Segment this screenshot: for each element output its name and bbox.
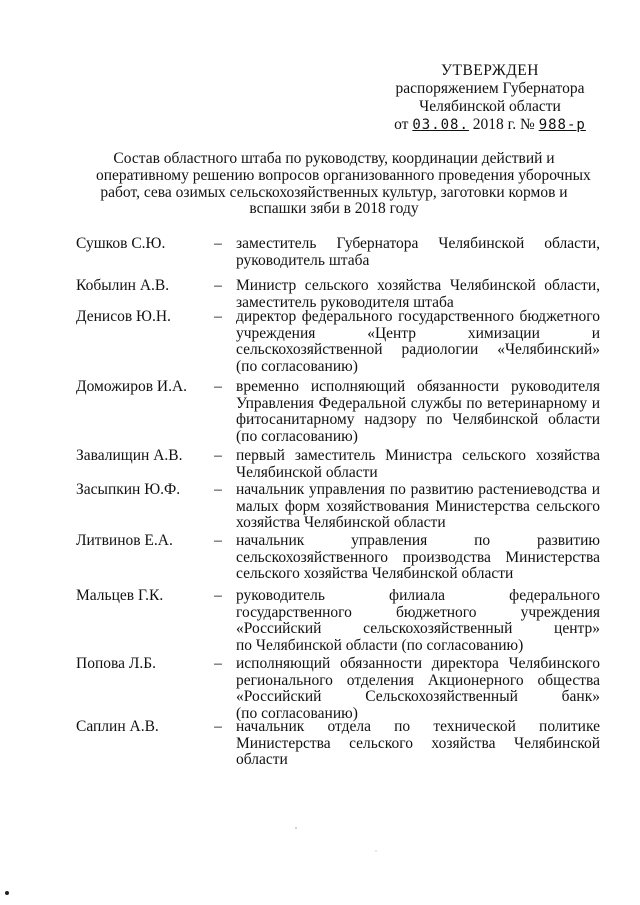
position-line: исполняющий обязанности директора Челябинского (236, 655, 600, 672)
member-name: Попова Л.Б. (76, 655, 157, 672)
position-line: Управления Федеральной службы по ветеринарному и (236, 394, 600, 412)
position-line: заместитель Губернатора Челябинской области, (236, 235, 600, 252)
member-name: Доможиров И.А. (76, 378, 188, 395)
member-name: Засыпкин Ю.Ф. (76, 481, 181, 498)
position-line: учреждения «Центр химизации и (236, 324, 600, 342)
position-line: (по согласованию) (236, 427, 358, 445)
dash-separator: – (214, 718, 222, 735)
title-line: Состав областного штаба по руководству, координации действий и (113, 150, 555, 167)
dash-separator: – (214, 655, 222, 672)
dash-separator: – (214, 587, 222, 604)
title-line: вспашки зяби в 2018 году (249, 200, 419, 218)
member-name: Кобылин А.В. (76, 277, 170, 294)
date-prefix: от (394, 116, 409, 133)
position-line: (по согласованию) (236, 704, 358, 722)
position-line: малых форм хозяйствования Министерства сельского (236, 497, 600, 515)
position-line: (по согласованию) (236, 357, 358, 375)
dash-separator: – (214, 378, 222, 395)
position-line: регионального отделения Акционерного общества (236, 671, 600, 689)
member-name: Саплин А.В. (76, 718, 159, 735)
position-line: сельскохозяйственной радиологии «Челябинский» (236, 341, 600, 358)
member-name: Сушков С.Ю. (76, 235, 166, 252)
position-line: начальник управления по развитию растениеводства и (236, 481, 600, 498)
position-line: начальник отдела по технической политике (236, 718, 600, 735)
member-name: Мальцев Г.К. (76, 587, 164, 604)
position-line: временно исполняющий обязанности руководителя (236, 378, 600, 395)
position-line: Министр сельского хозяйства Челябинской области, (236, 277, 600, 294)
position-line: руководитель штаба (236, 251, 370, 269)
position-line: Челябинской области (236, 463, 378, 481)
position-line: руководитель филиала федерального (236, 587, 600, 604)
position-line: начальник управления по развитию (236, 532, 600, 549)
approval-title: УТВЕРЖДЕН (441, 62, 539, 79)
position-line: первый заместитель Министра сельского хозяйства (236, 447, 600, 464)
position-line: хозяйства Челябинской области (236, 514, 446, 531)
approval-line-2: Челябинской области (419, 98, 561, 115)
dash-separator: – (214, 532, 222, 549)
date-year: 2018 г. № (472, 116, 535, 133)
dash-separator: – (214, 447, 222, 464)
dash-separator: – (214, 481, 222, 498)
position-line: фитосанитарному надзору по Челябинской области (236, 411, 600, 428)
position-line: директор федерального государственного бюджетного (236, 308, 600, 325)
member-name: Литвинов Е.А. (76, 532, 173, 549)
position-line: сельского хозяйства Челябинской области (236, 565, 514, 582)
position-line: государственного бюджетного учреждения (236, 603, 600, 621)
position-line: «Российский Сельскохозяйственный банк» (236, 688, 600, 705)
member-name: Денисов Ю.Н. (76, 308, 171, 325)
order-number: 988-р (538, 117, 586, 133)
member-name: Завалищин А.В. (76, 447, 183, 464)
position-line: сельскохозяйственного производства Министерства (236, 548, 600, 566)
title-line: оперативному решению вопросов организованного проведения уборочных (96, 166, 591, 184)
position-line: заместитель руководителя штаба (236, 293, 454, 311)
dash-separator: – (214, 308, 222, 325)
approval-line-1: распоряжением Губернатора (395, 80, 585, 97)
position-line: области (236, 751, 288, 768)
position-line: «Российский сельскохозяйственный центр» (236, 620, 600, 637)
position-line: по Челябинской области (по согласованию) (236, 636, 524, 654)
title-line: работ, сева озимых сельскохозяйственных культур, заготовки кормов и (100, 183, 568, 201)
position-line: Министерства сельского хозяйства Челябинской (236, 734, 600, 752)
dash-separator: – (214, 277, 222, 294)
date-value: 03.08. (412, 117, 469, 133)
dash-separator: – (214, 235, 222, 252)
